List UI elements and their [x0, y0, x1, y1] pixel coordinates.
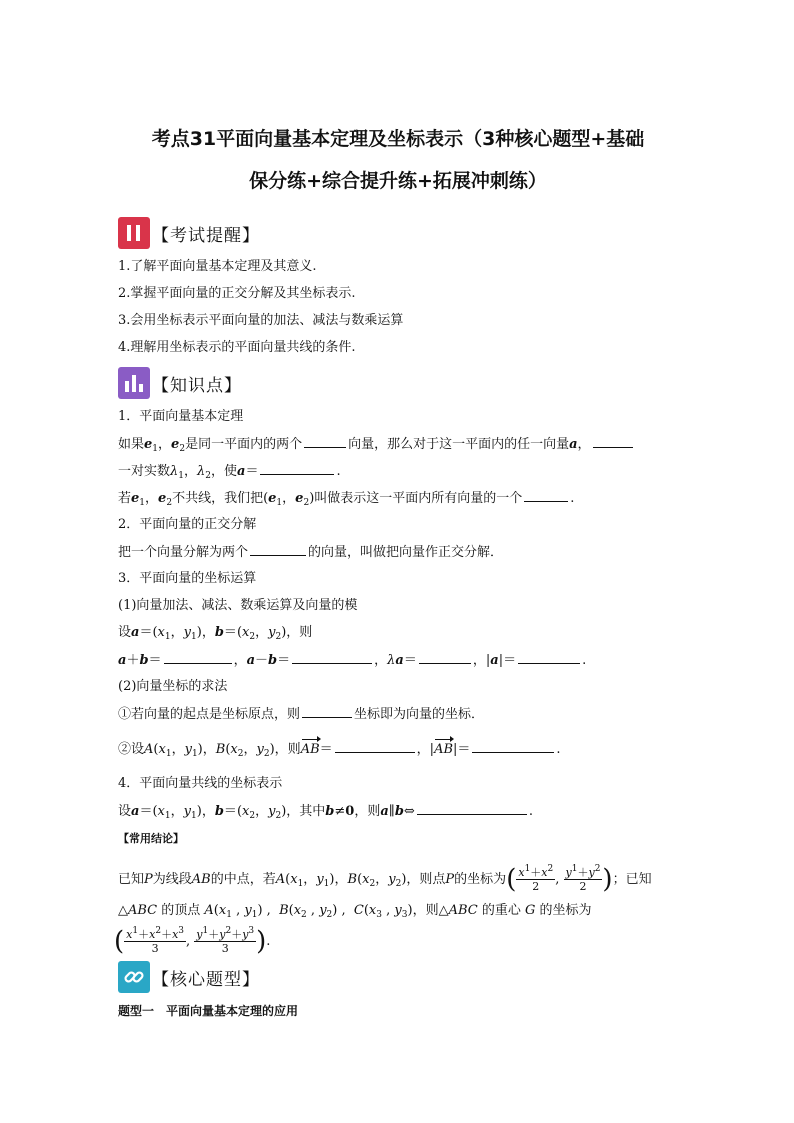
common-line-3: ( $\frac{x^1+x^2+x^3}{3}$ , $\frac{y^1+y^2+y^3}{3}$ ).: [114, 926, 271, 957]
pause-bars-icon: [118, 217, 150, 249]
section-core-header: [118, 960, 260, 994]
fraction: $\frac{x^1+x^2}{2}$: [518, 864, 554, 893]
k1-line-1: 如果$e_1$，$e_2$是同一平面内的两个 向量，那么对于这一平面内的任一向量a，: [118, 435, 635, 454]
k3-case-1: ①若向量的起点是坐标原点，则 坐标即为向量的坐标．: [118, 707, 485, 722]
exam-item: 3.会用坐标表示平面向量的加法、减法与数乘运算: [118, 313, 404, 328]
section-core-title: 【核心题型】: [152, 969, 260, 990]
fill-blank[interactable]: [250, 543, 306, 556]
exam-item: 1.了解平面向量基本定理及其意义.: [118, 259, 317, 274]
k3-ops: a＋b＝ ，a－b＝ ，λa＝ ，|a|＝ .: [118, 653, 587, 668]
k3-heading: 3．平面向量的坐标运算: [118, 571, 257, 586]
k1-heading: 1．平面向量基本定理: [118, 409, 244, 424]
section-exam-header: [118, 216, 260, 250]
fill-blank[interactable]: [518, 651, 580, 664]
exam-item: 4.理解用坐标表示的平面向量共线的条件.: [118, 340, 356, 355]
fill-blank[interactable]: [260, 462, 334, 475]
fill-blank[interactable]: [472, 740, 554, 753]
title-line-2: 保分练+综合提升练+拓展冲刺练）: [249, 170, 547, 192]
fill-blank[interactable]: [419, 651, 471, 664]
fill-blank[interactable]: [292, 651, 372, 664]
fraction: $\frac{y^1+y^2+y^3}{3}$: [196, 926, 255, 955]
k3-case-2: ②设$A(x_1$，$y_1$)，$B(x_2$，$y_2$)，则AB＝ ，|AB|＝ .: [118, 742, 561, 759]
fill-blank[interactable]: [417, 802, 527, 815]
fill-blank[interactable]: [304, 435, 346, 448]
bar-chart-icon: [118, 367, 150, 399]
fill-blank[interactable]: [524, 489, 568, 502]
fraction: $\frac{x^1+x^2+x^3}{3}$: [126, 926, 185, 955]
page-title: [118, 118, 678, 202]
k4-heading: 4．平面向量共线的坐标表示: [118, 776, 283, 791]
common-line-2: △ABC 的顶点 $A(x_1$ , $y_1$) , $B(x_2$ , $y_2$) , $C(x_3$ , $y_3$)，则△ABC 的重心 G 的坐标为: [118, 903, 592, 920]
fill-blank[interactable]: [302, 705, 352, 718]
exam-item: 2.掌握平面向量的正交分解及其坐标表示.: [118, 286, 356, 301]
title-line-1: 考点31平面向量基本定理及坐标表示（3种核心题型+基础: [151, 128, 645, 150]
type-1-heading: 题型一 平面向量基本定理的应用: [118, 1004, 299, 1018]
k3-sub1: (1)向量加法、减法、数乘运算及向量的模: [118, 598, 358, 613]
fill-blank[interactable]: [593, 435, 633, 448]
fill-blank[interactable]: [335, 740, 415, 753]
common-line-1: 已知P为线段AB的中点，若$A(x_1$，$y_1$)，$B(x_2$，$y_2$)，则点P的坐标为( $\frac{x^1+x^2}{2}$ , $\frac{y^1+y^2}{2}$ )；已知: [118, 864, 652, 895]
k4-text: 设$a=(x_1$，$y_1$)，$b=(x_2$，$y_2$)，其中b≠0，则a∥b⇔ .: [118, 804, 533, 821]
k1-line-3: 若$e_1$，$e_2$不共线，我们把($e_1$，$e_2$)叫做表示这一平面内所有向量的一个 .: [118, 491, 575, 508]
common-conclusion-tag: 【常用结论】: [118, 832, 184, 845]
k1-line-2: 一对实数$\lambda_1$，$\lambda_2$，使a＝ .: [118, 464, 341, 481]
section-knowledge-header: [118, 366, 242, 400]
fill-blank[interactable]: [164, 651, 232, 664]
section-knowledge-title: 【知识点】: [152, 375, 242, 396]
fraction: $\frac{y^1+y^2}{2}$: [565, 864, 601, 893]
k3-sub2: (2)向量坐标的求法: [118, 679, 228, 694]
k3-set: 设$a=(x_1$，$y_1$)，$b=(x_2$，$y_2$)，则: [118, 625, 313, 642]
chain-link-icon: [118, 961, 150, 993]
k2-heading: 2．平面向量的正交分解: [118, 517, 257, 532]
section-exam-title: 【考试提醒】: [152, 225, 260, 246]
k2-text: 把一个向量分解为两个 的向量，叫做把向量作正交分解．: [118, 545, 504, 560]
